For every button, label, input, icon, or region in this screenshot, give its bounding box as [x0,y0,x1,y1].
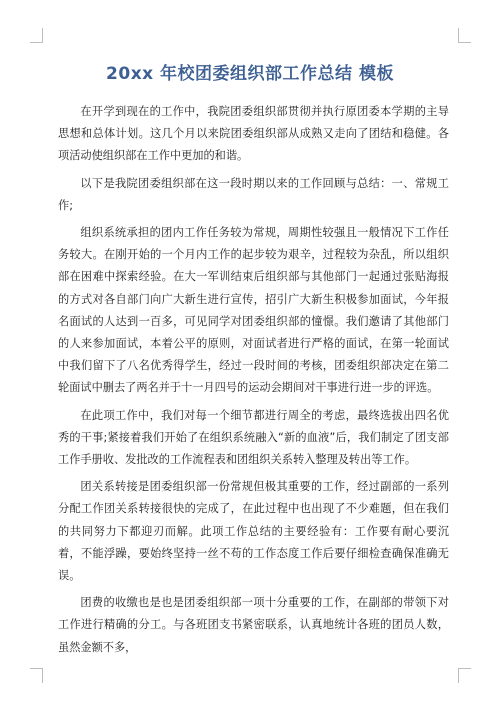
paragraph-intro: 在开学到现在的工作中，我院团委组织部贯彻并执行原团委本学期的主导思想和总体计划。这几个月以来院团委组织部从成熟又走向了团结和稳健。各项活动使组织部在工作中更加的和谐。 [58,105,449,163]
corner-mark-top-right [458,28,471,43]
paragraph-overview: 以下是我院团委组织部在这一段时期以来的工作回顾与总结：一、常规工作; [58,176,449,212]
paragraph-selection: 在此项工作中，我们对每一个细节都进行周全的考虑，最终选拔出四名优秀的干事;紧接着我们开始了在组织系统融入“新的血液”后，我们制定了团支部工作手册收、发批改的工作流程表和团组织关系转入整理及转出等工作。 [58,408,449,467]
corner-mark-bottom-left [30,668,43,683]
document-body [58,101,449,664]
paragraph-transfer: 团关系转接是团委组织部一份常规但极其重要的工作，经过副部的一系列分配工作团关系转接很快的完成了，在此过程中也出现了不少难题，但在我们的共同努力下都迎刃而解。此项工作总结的主要经验有：工作要有耐心要沉着，不能浮躁，要始终坚持一丝不苟的工作态度工作后要仔细检查确保准确无误。 [58,480,449,583]
corner-mark-top-left [30,28,43,43]
corner-mark-bottom-right [458,668,471,683]
document-title: 20xx 年校团委组织部工作总结 模板 [106,64,394,84]
paragraph-routine-work: 组织系统承担的团内工作任务较为常规，周期性较强且一般情况下工作任务较大。在刚开始的一个月内工作的起步较为艰辛，过程较为杂乱，所以组织部在困难中探索经验。在大一军训结束后组织部与其他部门一起通过张贴海报的方式对各自部门向广大新生进行宣传，招引广大新生积极参加面试，今年报名面试的人达到一百多，可见同学对团委组织部的憧憬。我们邀请了其他部门的人来参加面试，本着公平的原则，对面试者进行严格的面试，在第一轮面试中我们留下了八名优秀得学生，经过一段时间的考核，团委组织部决定在第二轮面试中删去了两名并于十一月四号的运动会期间对干事进行进一步的评选。 [58,226,449,395]
paragraph-dues: 团费的收缴也是也是团委组织部一项十分重要的工作，在副部的带领下对工作进行精确的分工。与各班团支书紧密联系，认真地统计各班的团员人数，虽然金额不多， [58,596,449,654]
